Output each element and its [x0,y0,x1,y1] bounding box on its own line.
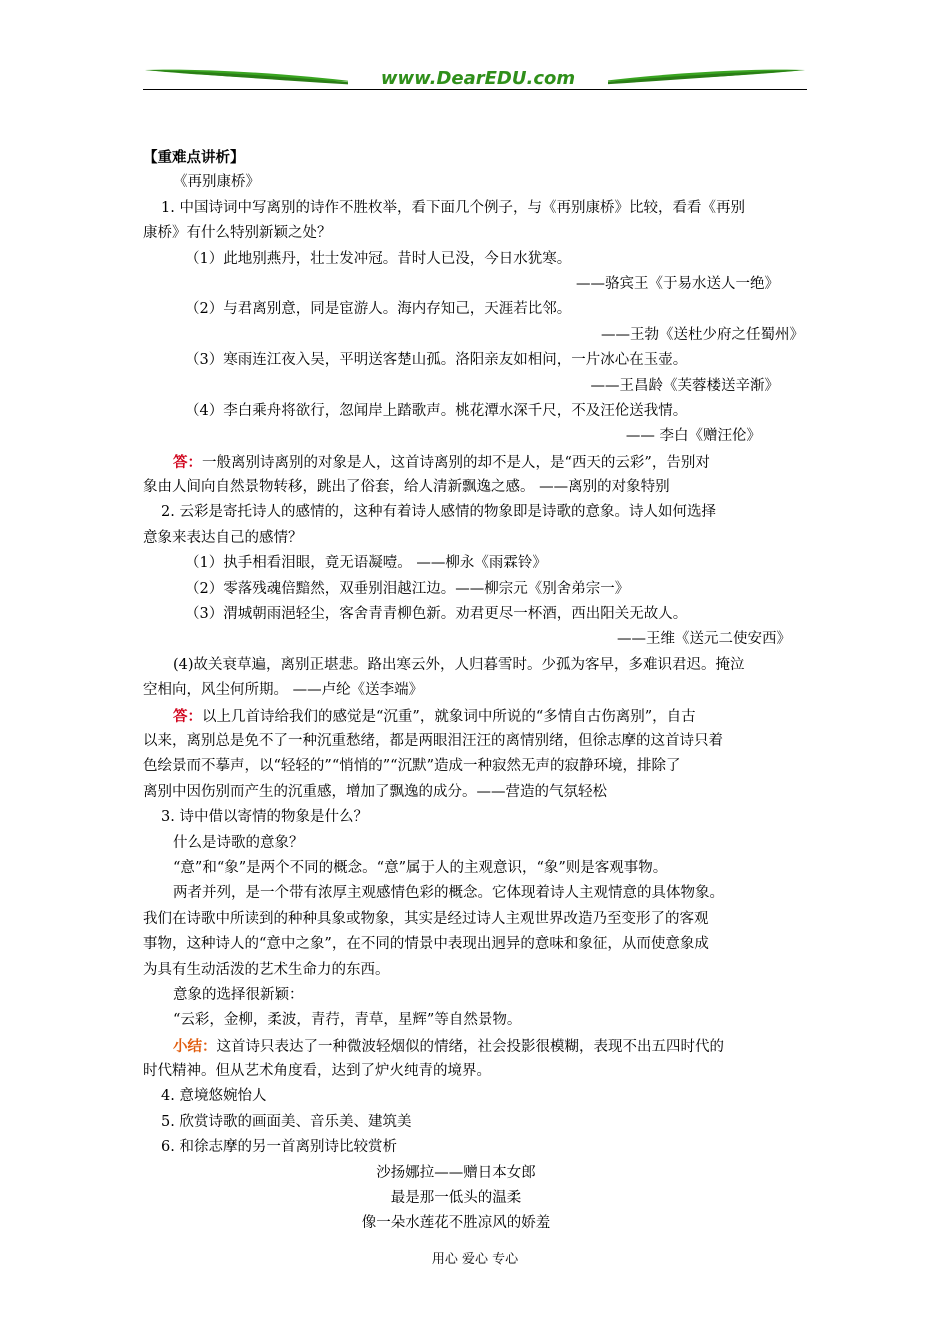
q3-line-3: “意”和“象”是两个不同的概念。“意”属于人的主观意识，“象”则是客观事物。 [173,859,668,876]
q1-answer-line-2: 象由人间向自然景物转移，跳出了俗套，给人清新飘逸之感。 ——离别的对象特别 [143,479,670,496]
q2-example-4-line-2: 空相向，风尘何所期。 ——卢纶《送李端》 [143,682,424,699]
q1-line-1: 1. 中国诗词中写离别的诗作不胜枚举，看下面几个例子，与《再别康桥》比较，看看《再别 [161,199,745,216]
q2-example-4-line-1: (4)故关衰草遍，离别正堪悲。路出寒云外，人归暮雪时。少孤为客早，多难识君迟。掩泣 [173,656,745,673]
answer-text: 一般离别诗离别的对象是人，这首诗离别的却不是人，是“西天的云彩”，告别对 [202,454,710,471]
q2-line-2: 意象来表达自己的感情？ [143,529,303,546]
q3-line-7: 为具有生动活泼的艺术生命力的东西。 [143,961,390,978]
header-rule [143,89,807,90]
q3-line-8: 意象的选择很新颖： [173,986,304,1003]
q2-answer-line-3: 色绘景而不摹声，以“轻轻的”“悄悄的”“沉默”造成一种寂然无声的寂静环境，排除了 [143,758,681,775]
page-footer: 用心 爱心 专心 [431,1252,519,1267]
q1-example-1: （1）此地别燕丹，壮士发冲冠。昔时人已没，今日水犹寒。 [185,250,572,267]
q3-line-6: 事物，这种诗人的“意中之象”，在不同的情景中表现出迥异的意味和象征，从而使意象成 [143,936,709,953]
q3-summary-line-1 [143,1034,809,1059]
site-logo: www.DearEDU.com [348,68,608,90]
q3-summary-line-2: 时代精神。但从艺术角度看，达到了炉火纯青的境界。 [143,1063,491,1080]
q1-example-3-source: ——王昌龄《芙蓉楼送辛渐》 [590,377,779,394]
q2-answer-line-2: 以来，离别总是免不了一种沉重愁绪，都是两眼泪汪汪的离情别绪，但徐志摩的这首诗只着 [143,732,723,749]
q3-line-5: 我们在诗歌中所读到的种种具象或物象，其实是经过诗人主观世界改造乃至变形了的客观 [143,910,709,927]
q1-example-4: （4）李白乘舟将欲行，忽闻岸上踏歌声。桃花潭水深千尺，不及汪伦送我情。 [185,402,688,419]
section-title: 【重难点讲析】 [143,149,245,166]
q1-answer-line-1 [143,450,809,475]
page-header [143,60,807,94]
q1-example-2-source: ——王勃《送杜少府之任蜀州》 [601,326,804,343]
q2-example-1: （1）执手相看泪眼，竟无语凝噎。 ——柳永《雨霖铃》 [185,555,547,572]
q2-answer-line-4: 离别中因伤别而产生的沉重感，增加了飘逸的成分。——营造的气氛轻松 [143,783,607,800]
q2-example-2: （2）零落残魂倍黯然，双垂别泪越江边。——柳宗元《别舍弟宗一》 [185,580,630,597]
answer-text: 以上几首诗给我们的感觉是“沉重”，就象词中所说的“多情自古伤离别”，自古 [202,708,696,725]
q1-example-3: （3）寒雨连江夜入吴，平明送客楚山孤。洛阳亲友如相问，一片冰心在玉壶。 [185,352,688,369]
q2-example-3: （3）渭城朝雨浥轻尘，客舍青青柳色新。劝君更尽一杯酒，西出阳关无故人。 [185,606,688,623]
q1-example-1-source: ——骆宾王《于易水送人一绝》 [576,275,779,292]
q2-line-1: 2. 云彩是寄托诗人的感情的，这种有着诗人感情的物象即是诗歌的意象。诗人如何选择 [161,504,716,521]
q5-line: 5. 欣赏诗歌的画面美、音乐美、建筑美 [161,1113,412,1130]
poem2-title: 沙扬娜拉——赠日本女郎 [376,1164,536,1181]
q3-line-4: 两者并列，是一个带有浓厚主观感情色彩的概念。它体现着诗人主观情意的具体物象。 [173,885,724,902]
document-body [143,145,809,1237]
q1-line-2: 康桥》有什么特别新颖之处？ [143,225,332,242]
q2-answer-line-1 [143,704,809,729]
summary-text: 这首诗只表达了一种微波轻烟似的情绪，社会投影很模糊，表现不出五四时代的 [216,1038,724,1055]
answer-label: 答： [173,707,202,725]
poem2-line-1: 最是那一低头的温柔 [390,1190,522,1207]
q4-line: 4. 意境悠婉怡人 [161,1088,267,1105]
q3-line-1: 3. 诗中借以寄情的物象是什么？ [161,809,368,826]
answer-label: 答： [173,453,202,471]
q3-line-9: “云彩，金柳，柔波，青荇，青草，星辉”等自然景物。 [173,1012,522,1029]
q6-line: 6. 和徐志摩的另一首离别诗比较赏析 [161,1139,397,1156]
q1-example-4-source: —— 李白《赠汪伦》 [625,428,761,445]
poem-title: 《再别康桥》 [173,174,260,191]
q3-line-2: 什么是诗歌的意象？ [173,834,304,851]
q2-example-3-source: ——王维《送元二使安西》 [617,631,791,648]
q1-example-2: （2）与君离别意，同是宦游人。海内存知己，天涯若比邻。 [185,301,572,318]
summary-label: 小结： [173,1037,217,1055]
poem2-line-2: 像一朵水莲花不胜凉风的娇羞 [361,1215,551,1232]
